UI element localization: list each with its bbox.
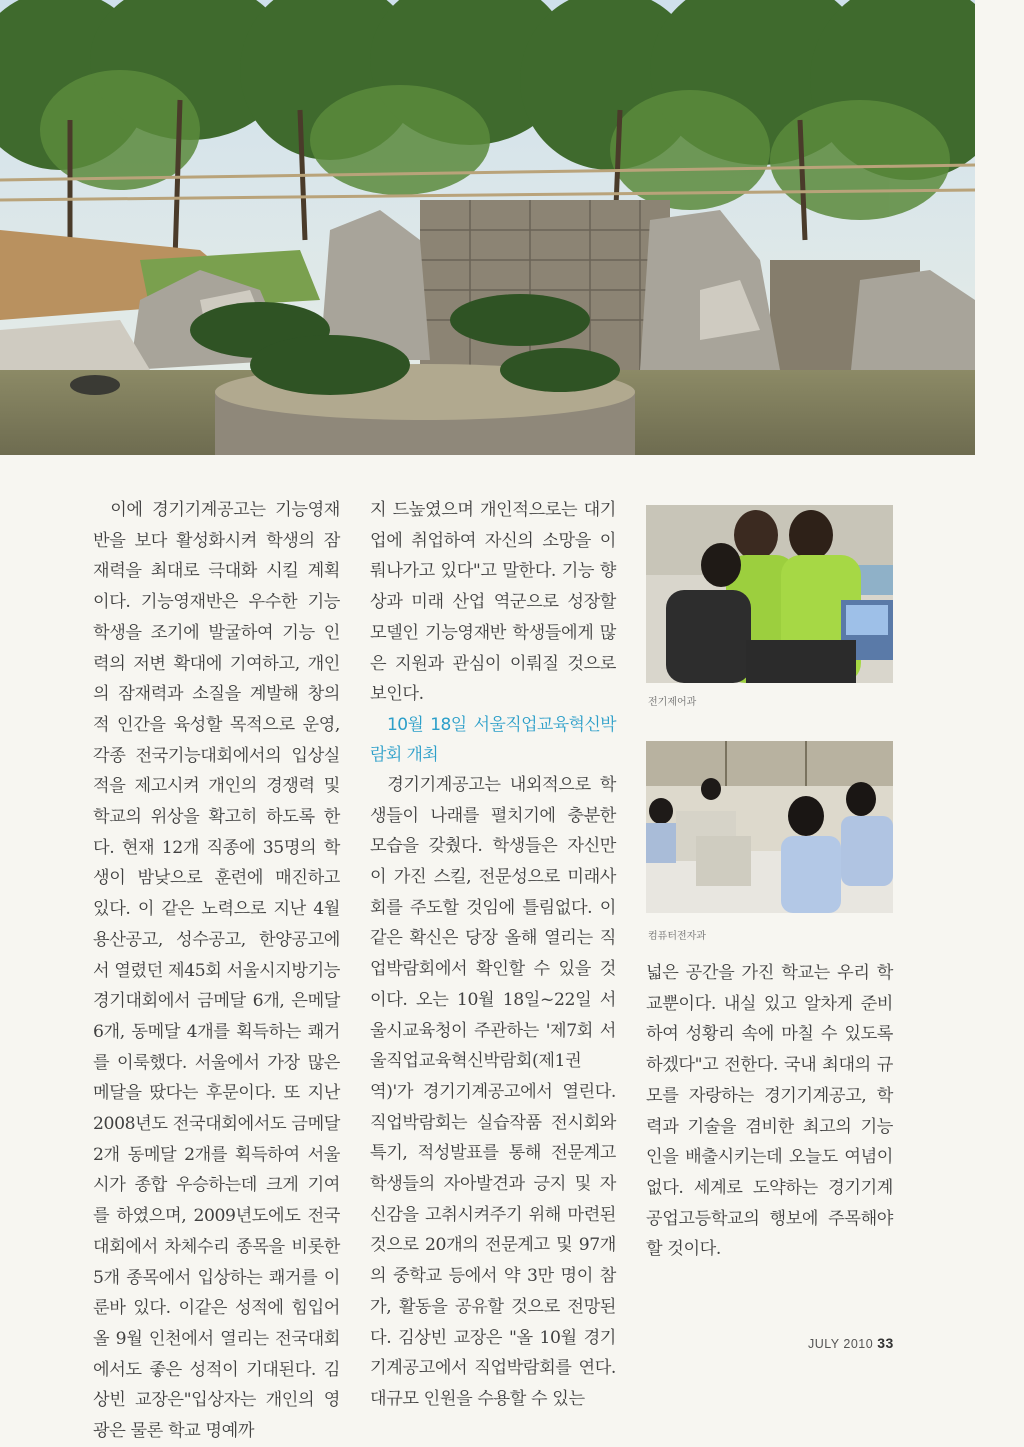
article-column-1 bbox=[93, 495, 340, 1447]
photo-caption: 컴퓨터전자과 bbox=[648, 931, 706, 942]
article-column-2 bbox=[370, 495, 616, 1415]
hero-photo bbox=[0, 0, 975, 455]
photo-electrical-control bbox=[646, 505, 893, 683]
page-footer bbox=[808, 1335, 894, 1351]
article-paragraph: 넓은 공간을 가진 학교는 우리 학교뿐이다. 내실 있고 알차게 준비하여 성황리 속에 마칠 수 있도록 하겠다"고 전한다. 국내 최대의 규모를 자랑하는 경기기계공고, 학력과 기술을 겸비한 최고의 기능인을 배출시키는데 오늘도 여념이 없다. 세계로 도약하는 경기기계공업고등학교의 행보에 주목해야 할 것이다. bbox=[646, 963, 893, 1260]
article-paragraph: 경기기계공고는 내외적으로 학생들이 나래를 펼치기에 충분한 모습을 갖췄다. 학생들은 자신만이 가진 스킬, 전문성으로 미래사회를 주도할 것임에 틀림없다. 이같은 확신은 당장 올해 열리는 직업박람회에서 확인할 수 있을 것이다. 오는 10월 18일~22일 서울시교육청이 주관하는 '제7회 서울직업교육혁신박람회(제1권역)'가 경기기계공고에서 열린다. 직업박람회는 실습작품 전시회와 특기, 적성발표를 통해 전문계고 학생들의 자아발견과 긍지 및 자신감을 고취시켜주기 위해 마련된 것으로 20개의 전문계고 및 97개의 중학교 등에서 약 3만 명이 참가, 활동을 공유할 것으로 전망된다. 김상빈 교장은 "올 10월 경기기계공고에서 직업박람회를 연다. 대규모 인원을 수용할 수 있는 bbox=[370, 774, 616, 1409]
page-number: 33 bbox=[877, 1335, 894, 1351]
photo-caption: 전기제어과 bbox=[648, 697, 697, 708]
photo-computer-electronics bbox=[646, 741, 893, 913]
article-paragraph: 이에 경기기계공고는 기능영재반을 보다 활성화시켜 학생의 잠재력을 최대로 극대화 시킬 계획이다. 기능영재반은 우수한 기능 학생을 조기에 발굴하여 기능 인력의 저변 확대에 기여하고, 개인의 잠재력과 소질을 계발해 창의적 인간을 육성할 목적으로 운영, 각종 전국기능대회에서의 입상실적을 제고시켜 개인의 경쟁력 및 학교의 위상을 확고히 하도록 한다. 현재 12개 직종에 35명의 학생이 밤낮으로 훈련에 매진하고 있다. 이 같은 노력으로 지난 4월 용산공고, 성수공고, 한양공고에서 열렸던 제45회 서울시지방기능경기대회에서 금메달 6개, 은메달 6개, 동메달 4개를 획득하는 쾌거를 이룩했다. 서울에서 가장 많은 메달을 땄다는 후문이다. 또 지난 2008년도 전국대회에서도 금메달 2개 동메달 2개를 획득하여 서울시가 종합 우승하는데 크게 기여를 하였으며, 2009년도에도 전국대회에서 차체수리 종목을 비롯한 5개 종목에서 입상하는 쾌거를 이룬바 있다. 이같은 성적에 힘입어 올 9월 인천에서 열리는 전국대회에서도 좋은 성적이 기대된다. 김상빈 교장은"입상자는 개인의 영광은 물론 학교 명예까 bbox=[93, 500, 340, 1442]
issue-label: JULY 2010 bbox=[808, 1337, 874, 1351]
article-column-3 bbox=[646, 958, 893, 1265]
section-heading: 10월 18일 서울직업교육혁신박람회 개최 bbox=[370, 714, 616, 765]
article-paragraph: 지 드높였으며 개인적으로는 대기업에 취업하여 자신의 소망을 이뤄나가고 있다"고 말한다. 기능 향상과 미래 산업 역군으로 성장할 모델인 기능영재반 학생들에게 많은 지원과 관심이 이뤄질 것으로 보인다. bbox=[370, 500, 616, 705]
